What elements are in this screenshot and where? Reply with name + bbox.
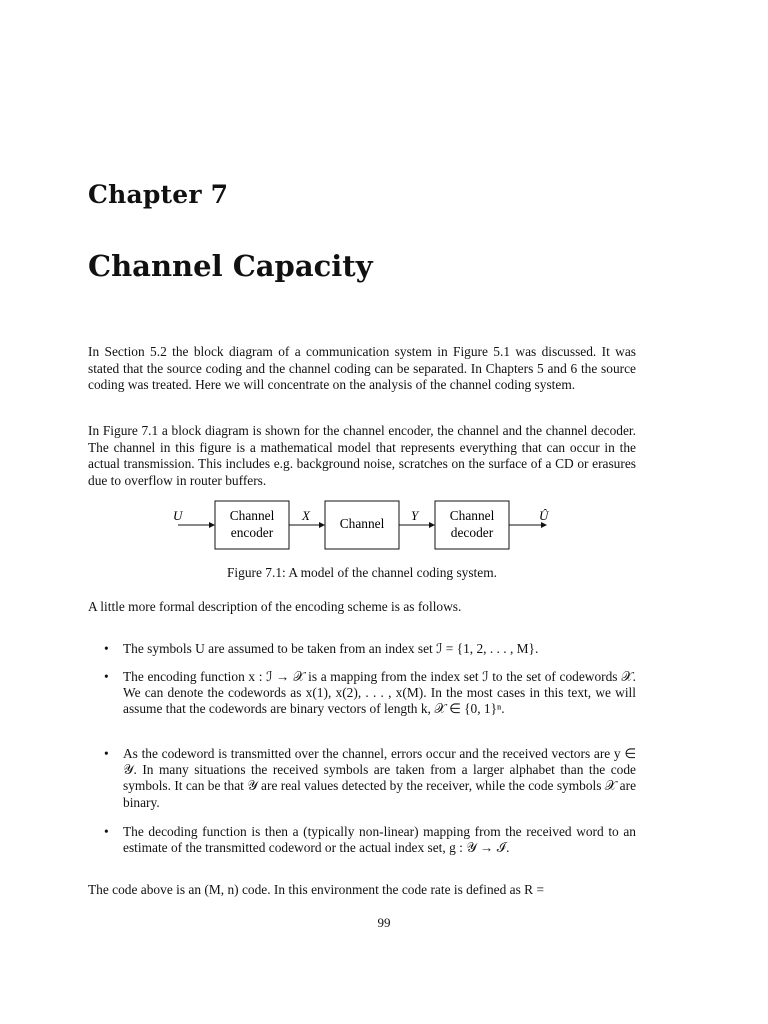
bullet-item [104, 746, 636, 811]
input-label: U [173, 508, 183, 523]
encoder-label-line1: Channel [229, 508, 275, 523]
chapter-title: Channel Capacity [88, 249, 373, 283]
paragraph-formal-description: A little more formal description of the encoding scheme is as follows. [88, 599, 462, 614]
encoder-label-line2: encoder [230, 525, 274, 540]
bullet-item [104, 641, 636, 657]
page-number: 99 [377, 915, 391, 930]
bullet-item [104, 669, 636, 718]
output-label: Û [539, 508, 549, 523]
figure-caption: Figure 7.1: A model of the channel coding system. [226, 565, 497, 580]
bullet-text: • The symbols U are assumed to be taken from an index set ℐ = {1, 2, . . . , M}. [104, 641, 636, 657]
paragraph-code-rate: The code above is an (M, n) code. In this environment the code rate is defined as R = [88, 882, 544, 897]
chapter-label: Chapter 7 [88, 180, 229, 209]
bullet-text: • As the codeword is transmitted over the channel, errors occur and the received vectors are y ∈ 𝒴. In many situations the received symbols are taken from a larger alphabet than the code symbols. It can be that 𝒴 are real values detected by the receiver, while the code symbols 𝒳 are binary. [104, 746, 636, 811]
channel-block-diagram [170, 498, 570, 558]
bullet-item [104, 824, 636, 856]
channel-label: Channel [339, 516, 385, 531]
y-label: Y [411, 508, 419, 523]
x-label: X [302, 508, 310, 523]
decoder-label-line1: Channel [449, 508, 495, 523]
paragraph-intro: In Section 5.2 the block diagram of a communication system in Figure 5.1 was discussed. It was stated that the source coding and the channel coding can be separated. In Chapters 5 and 6 the source coding was treated. Here we will concentrate on the analysis of the channel coding system. [88, 344, 636, 393]
paragraph-figure-description: In Figure 7.1 a block diagram is shown for the channel encoder, the channel and the channel decoder. The channel in this figure is a mathematical model that represents everything that can occur in the actual transmission. This includes e.g. background noise, scratches on the surface of a CD or erasures due to overflow in router buffers. [88, 423, 636, 488]
decoder-label-line2: decoder [450, 525, 494, 540]
bullet-text: • The encoding function x : ℐ → 𝒳 is a mapping from the index set ℐ to the set of codewords 𝒳. We can denote the codewords as x(1), x(2), . . . , x(M). In the most cases in this text, we will assume that the codewords are binary vectors of length k, 𝒳 ∈ {0, 1}ⁿ. [104, 669, 636, 718]
bullet-text: • The decoding function is then a (typically non-linear) mapping from the received word to an estimate of the transmitted codeword or the actual index set, g : 𝒴 → ℐ. [104, 824, 636, 856]
